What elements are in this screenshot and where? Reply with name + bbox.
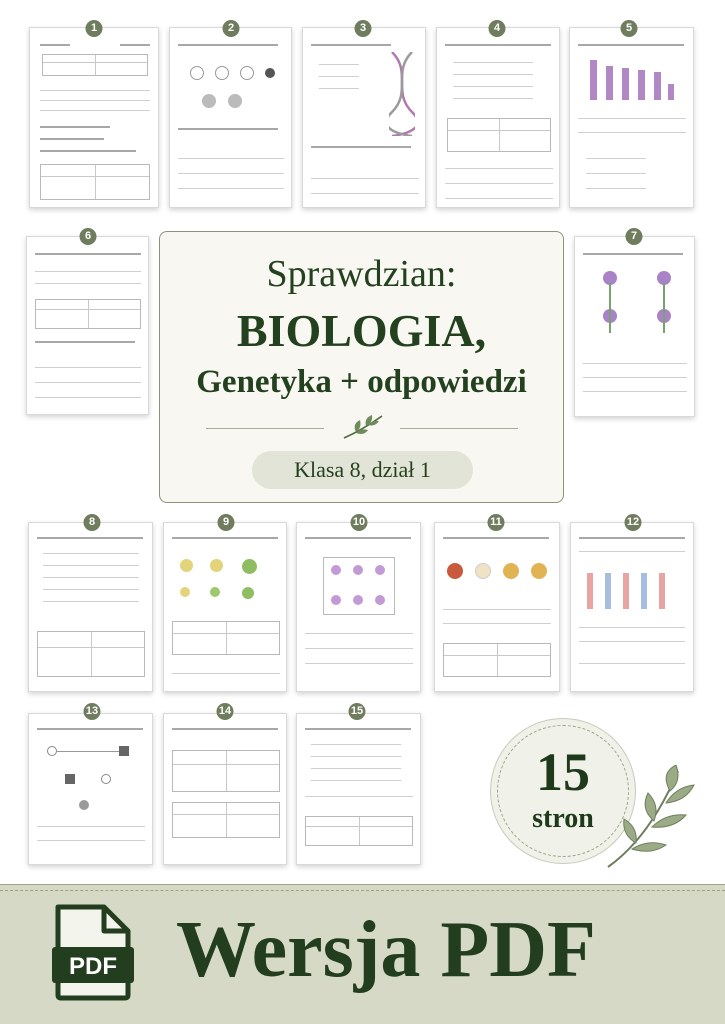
page-number-badge: 14: [217, 703, 234, 720]
dna-helix-icon: [389, 52, 415, 136]
page-number-badge: 13: [84, 703, 101, 720]
page-thumbnail[interactable]: [302, 27, 426, 208]
pdf-file-icon: [52, 903, 134, 1001]
page-count-word: stron: [532, 803, 594, 834]
divider-left: [206, 428, 324, 429]
page-thumbnail[interactable]: [574, 236, 695, 417]
page-thumbnail[interactable]: [570, 522, 694, 692]
pdf-icon-label: PDF: [69, 953, 117, 980]
page-thumbnail[interactable]: [28, 713, 153, 865]
page-thumbnail[interactable]: [434, 522, 560, 692]
page-thumbnail[interactable]: [163, 522, 287, 692]
page-thumbnail[interactable]: [169, 27, 292, 208]
page-number-badge: 10: [351, 514, 368, 531]
page-thumbnail[interactable]: [436, 27, 560, 208]
page-number-badge: 1: [86, 20, 103, 37]
leaf-branch-icon: [600, 765, 700, 871]
footer-banner: [0, 884, 725, 1024]
page-number-badge: 12: [625, 514, 642, 531]
page-count-number: 15: [536, 742, 590, 802]
class-label-pill: Klasa 8, dział 1: [252, 451, 473, 489]
page-thumbnail[interactable]: [29, 27, 159, 208]
page-number-badge: 3: [355, 20, 372, 37]
title-topic: Genetyka + odpowiedzi: [196, 364, 527, 400]
page-thumbnail[interactable]: [296, 713, 421, 865]
page-thumbnail[interactable]: [28, 522, 153, 692]
page-number-badge: 2: [223, 20, 240, 37]
divider-right: [400, 428, 518, 429]
title-line-1: Sprawdzian:: [266, 253, 457, 295]
page-thumbnail[interactable]: [296, 522, 421, 692]
page-number-badge: 8: [84, 514, 101, 531]
page-number-badge: 6: [80, 228, 97, 245]
page-number-badge: 7: [626, 228, 643, 245]
page-thumbnail[interactable]: [569, 27, 694, 208]
page-number-badge: 5: [621, 20, 638, 37]
page-number-badge: 9: [218, 514, 235, 531]
page-thumbnail[interactable]: [26, 236, 149, 415]
title-panel: [159, 231, 564, 503]
page-number-badge: 11: [488, 514, 505, 531]
footer-title: Wersja PDF: [176, 906, 596, 994]
title-subject: BIOLOGIA,: [236, 305, 487, 356]
leaf-sprig-icon: [342, 412, 384, 442]
page-thumbnail[interactable]: [163, 713, 287, 865]
page-number-badge: 15: [349, 703, 366, 720]
page-number-badge: 4: [489, 20, 506, 37]
